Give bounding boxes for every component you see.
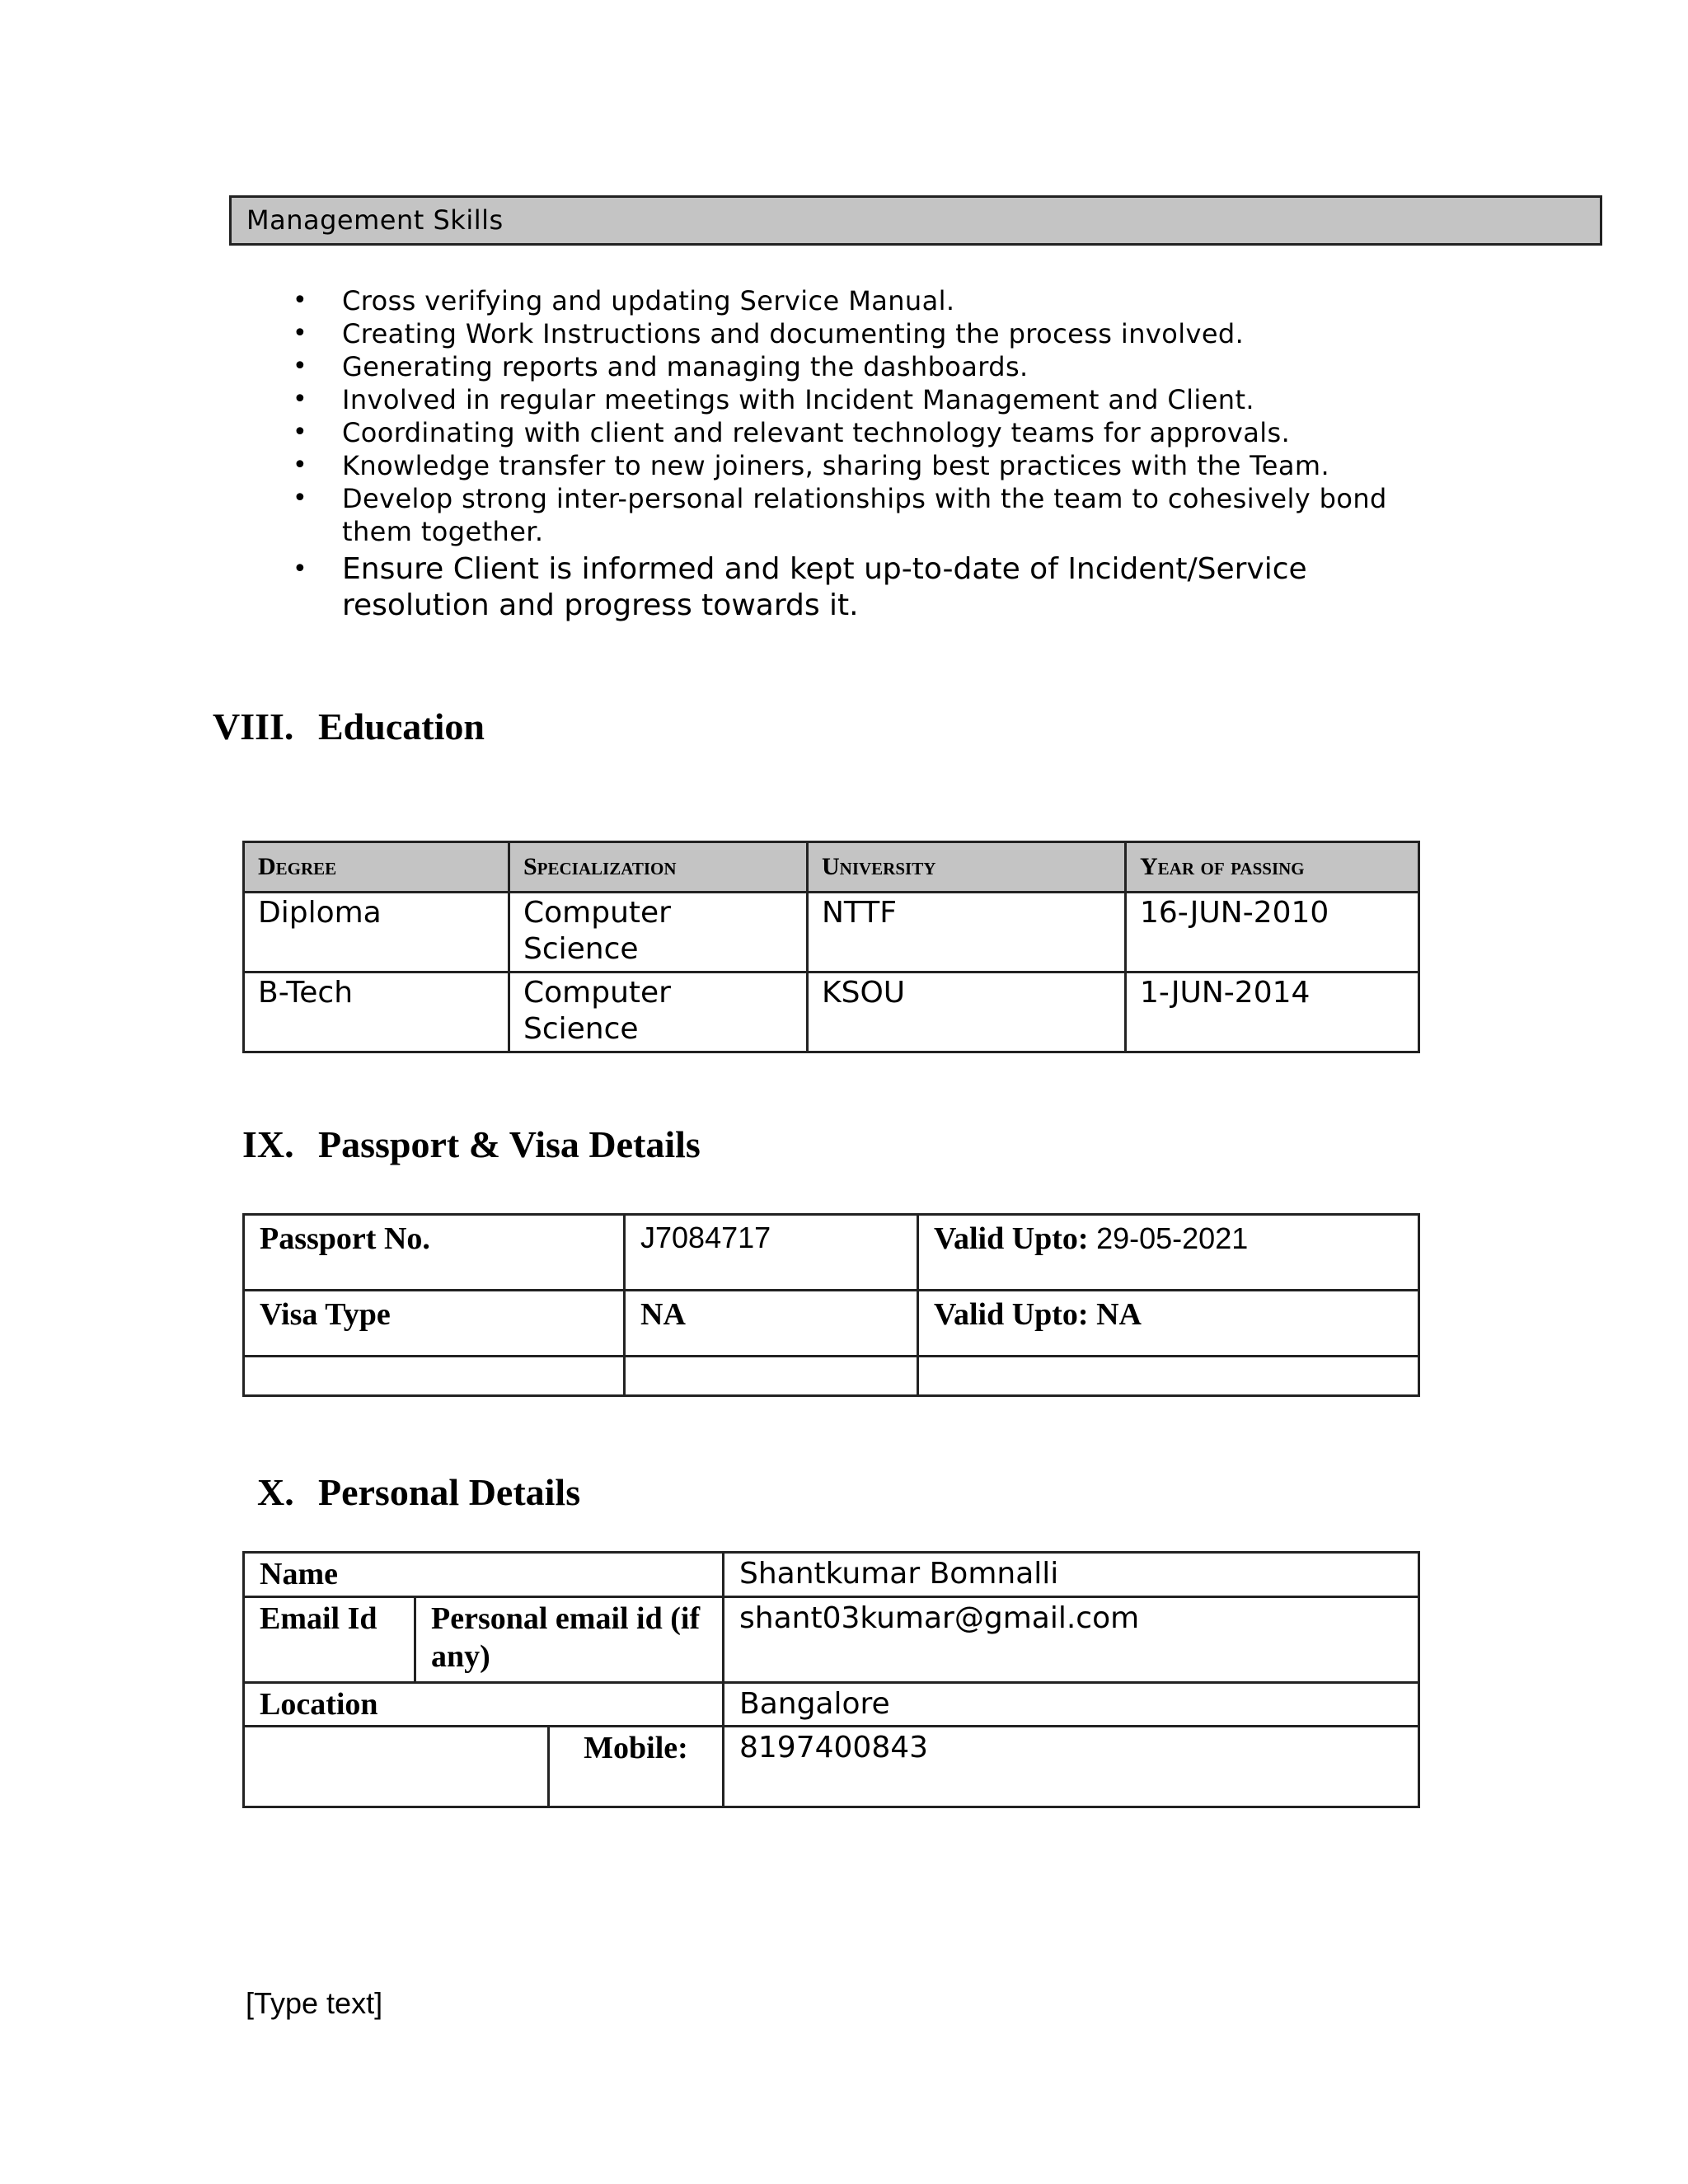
visa-valid-value: NA [1096,1297,1142,1332]
list-item: • Knowledge transfer to new joiners, sharing best practices with the Team. [293,449,1447,482]
column-header: Year of passing [1126,842,1419,893]
section-title: Education [318,705,485,748]
mobile-label: Mobile: [549,1727,724,1807]
column-header: Degree [244,842,509,893]
column-header: University [808,842,1126,893]
table-cell: Computer Science [509,972,808,1052]
table-cell [625,1357,918,1396]
table-cell: Computer Science [509,893,808,972]
list-item: • Creating Work Instructions and documenting the process involved. [293,317,1447,350]
table-row [244,1597,1419,1683]
personal-details-table [242,1551,1420,1808]
table-cell: NTTF [808,893,1126,972]
valid-upto-label: Valid Upto: [934,1221,1089,1256]
name-value: Shantkumar Bomnalli [724,1553,1419,1597]
table-cell [244,1357,625,1396]
list-item: • Develop strong inter-personal relationships with the team to cohesively bond them together. [293,482,1447,548]
footer-placeholder: [Type text] [246,1986,383,2020]
table-header-row [244,842,1419,893]
passport-visa-table [242,1213,1420,1397]
location-label: Location [244,1683,724,1727]
email-label: Email Id [244,1597,415,1683]
list-item: • Cross verifying and updating Service Manual. [293,284,1447,317]
email-value: shant03kumar@gmail.com [724,1597,1419,1683]
management-skills-header [229,195,1602,246]
section-number: IX. [242,1123,294,1165]
section-title: Personal Details [318,1471,581,1513]
table-cell [244,1727,549,1807]
passport-label: Passport No. [244,1215,625,1291]
section-number: X. [257,1471,294,1513]
table-row [244,1553,1419,1597]
table-row [244,893,1419,972]
passport-valid-cell [918,1215,1419,1291]
location-value: Bangalore [724,1683,1419,1727]
visa-valid-cell [918,1291,1419,1357]
passport-valid-date: 29-05-2021 [1096,1221,1249,1255]
education-heading [213,705,485,748]
visa-type-label: Visa Type [244,1291,625,1357]
personal-email-label: Personal email id (if any) [415,1597,724,1683]
table-cell: Diploma [244,893,509,972]
management-skills-title: Management Skills [246,204,504,236]
table-cell: 16-JUN-2010 [1126,893,1419,972]
list-item: • Involved in regular meetings with Incident Management and Client. [293,383,1447,416]
section-number: VIII. [213,705,294,748]
table-row [244,1291,1419,1357]
visa-type-value: NA [625,1291,918,1357]
education-table [242,841,1420,1053]
list-item: • Generating reports and managing the dashboards. [293,350,1447,383]
section-title: Passport & Visa Details [318,1123,701,1165]
passport-number: J7084717 [625,1215,918,1291]
table-cell [918,1357,1419,1396]
passport-heading [242,1122,701,1166]
table-row [244,1357,1419,1396]
table-cell: B-Tech [244,972,509,1052]
list-item: • Ensure Client is informed and kept up-to-date of Incident/Service resolution and progress towards it. [293,551,1447,624]
column-header: Specialization [509,842,808,893]
mobile-value: 8197400843 [724,1727,1419,1807]
management-skills-list [293,284,1447,624]
table-row [244,1683,1419,1727]
table-row [244,972,1419,1052]
table-row [244,1215,1419,1291]
table-row [244,1727,1419,1807]
list-item: • Coordinating with client and relevant technology teams for approvals. [293,416,1447,449]
table-cell: 1-JUN-2014 [1126,972,1419,1052]
name-label: Name [244,1553,724,1597]
valid-upto-label: Valid Upto: [934,1297,1089,1332]
table-cell: KSOU [808,972,1126,1052]
personal-details-heading [257,1470,580,1514]
